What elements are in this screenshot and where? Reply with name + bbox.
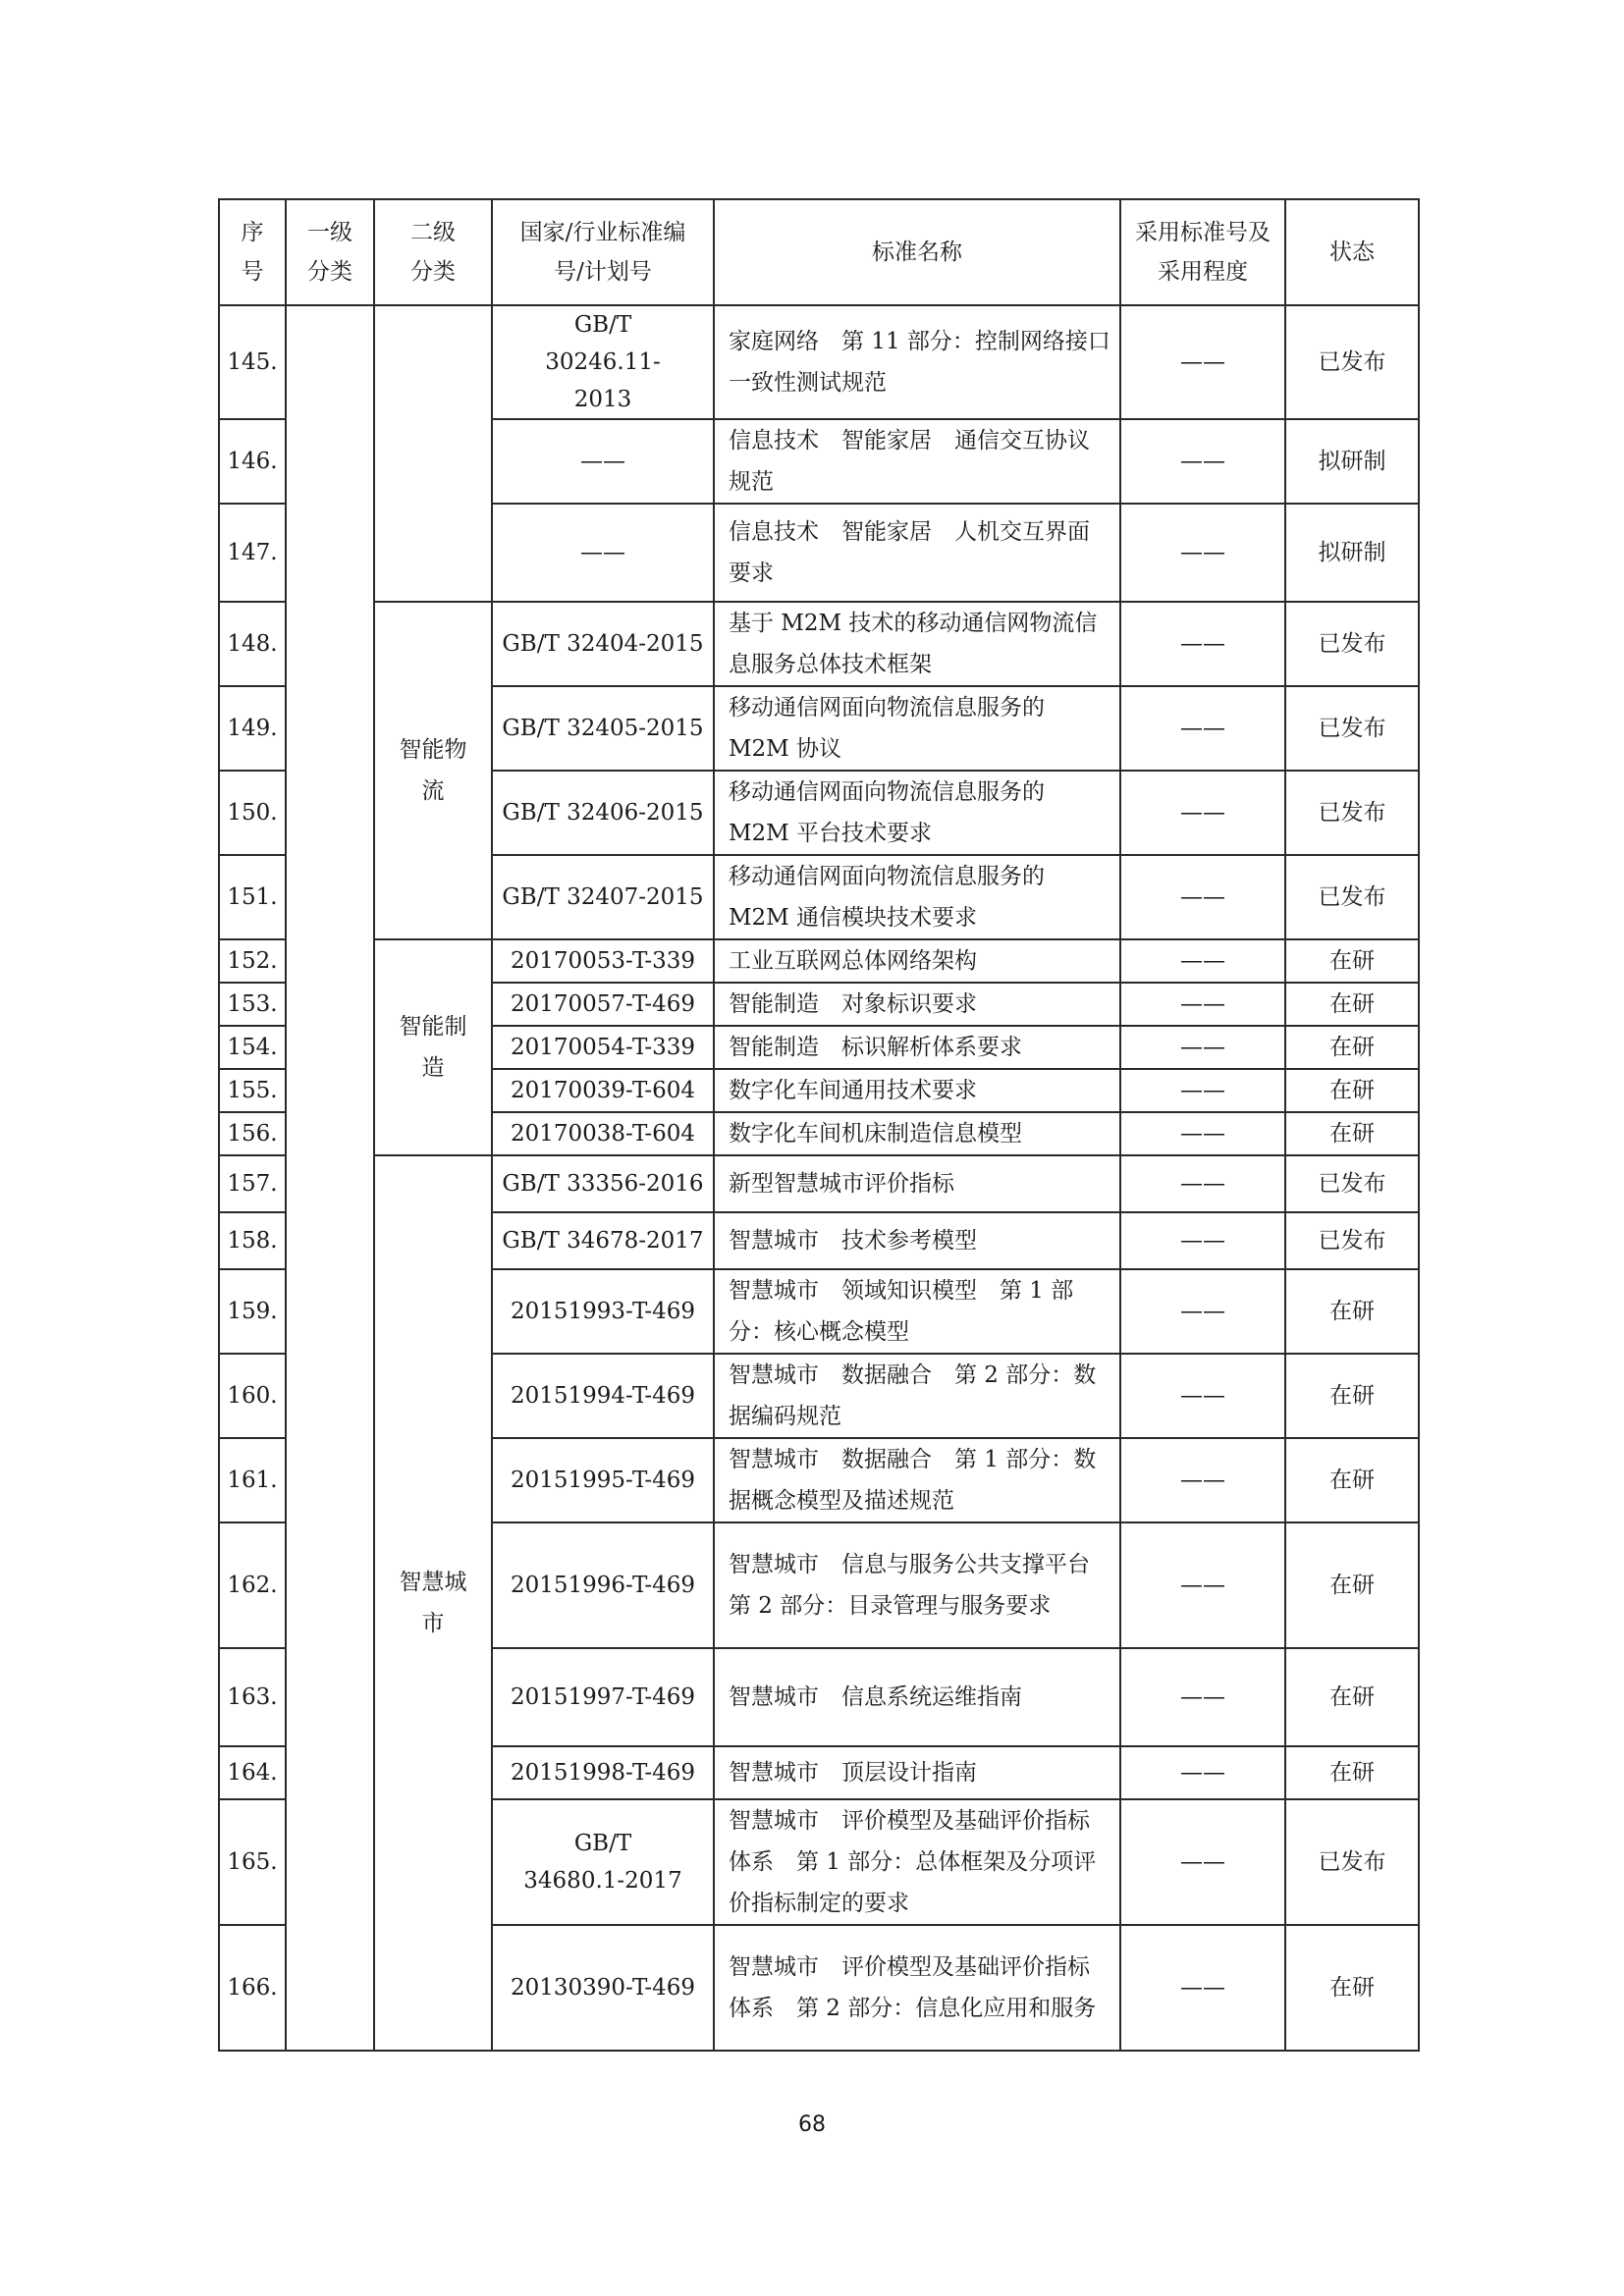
adopt-cell: —— [1120, 1438, 1285, 1522]
status-cell: 在研 [1285, 1925, 1419, 2051]
seq-cell: 162. [219, 1522, 286, 1648]
code-cell: GB/T 33356-2016 [492, 1155, 714, 1212]
adopt-cell: —— [1120, 771, 1285, 855]
status-cell: 在研 [1285, 1112, 1419, 1155]
status-cell: 在研 [1285, 1438, 1419, 1522]
code-cell: 20170057-T-469 [492, 983, 714, 1026]
seq-cell: 149. [219, 686, 286, 771]
seq-cell: 145. [219, 305, 286, 419]
status-cell: 已发布 [1285, 1155, 1419, 1212]
table-row [219, 1155, 1419, 1212]
adopt-cell: —— [1120, 1354, 1285, 1438]
adopt-cell: —— [1120, 1799, 1285, 1925]
status-cell: 在研 [1285, 1069, 1419, 1112]
table-row [219, 939, 1419, 983]
name-cell: 信息技术 智能家居 人机交互界面要求 [714, 504, 1120, 602]
seq-cell: 151. [219, 855, 286, 939]
page-number: 68 [798, 2112, 826, 2137]
code-cell: GB/T 30246.11-2013 [492, 305, 714, 419]
name-cell: 智慧城市 数据融合 第 2 部分：数据编码规范 [714, 1354, 1120, 1438]
name-cell: 移动通信网面向物流信息服务的 M2M 协议 [714, 686, 1120, 771]
code-cell: 20151997-T-469 [492, 1648, 714, 1746]
name-cell: 智能制造 标识解析体系要求 [714, 1026, 1120, 1069]
status-cell: 已发布 [1285, 602, 1419, 686]
status-cell: 在研 [1285, 1354, 1419, 1438]
header-adopt: 采用标准号及采用程度 [1120, 199, 1285, 305]
seq-cell: 159. [219, 1269, 286, 1354]
status-cell: 已发布 [1285, 305, 1419, 419]
adopt-cell: —— [1120, 1069, 1285, 1112]
code-cell: 20151993-T-469 [492, 1269, 714, 1354]
name-cell: 新型智慧城市评价指标 [714, 1155, 1120, 1212]
code-cell: 20151995-T-469 [492, 1438, 714, 1522]
seq-cell: 164. [219, 1746, 286, 1799]
seq-cell: 163. [219, 1648, 286, 1746]
name-cell: 数字化车间通用技术要求 [714, 1069, 1120, 1112]
level2-cell-manufacturing: 智能制造 [374, 939, 492, 1155]
adopt-cell: —— [1120, 939, 1285, 983]
adopt-cell: —— [1120, 686, 1285, 771]
status-cell: 拟研制 [1285, 504, 1419, 602]
adopt-cell: —— [1120, 1269, 1285, 1354]
name-cell: 智慧城市 信息与服务公共支撑平台 第 2 部分：目录管理与服务要求 [714, 1522, 1120, 1648]
header-level1: 一级分类 [286, 199, 374, 305]
name-cell: 智慧城市 评价模型及基础评价指标体系 第 1 部分：总体框架及分项评价指标制定的要求 [714, 1799, 1120, 1925]
code-cell: 20151994-T-469 [492, 1354, 714, 1438]
level2-cell-logistics: 智能物流 [374, 602, 492, 939]
adopt-cell: —— [1120, 1155, 1285, 1212]
seq-cell: 166. [219, 1925, 286, 2051]
code-cell: 20151996-T-469 [492, 1522, 714, 1648]
adopt-cell: —— [1120, 1026, 1285, 1069]
seq-cell: 161. [219, 1438, 286, 1522]
adopt-cell: —— [1120, 504, 1285, 602]
adopt-cell: —— [1120, 419, 1285, 504]
adopt-cell: —— [1120, 1212, 1285, 1269]
code-cell: GB/T 32406-2015 [492, 771, 714, 855]
adopt-cell: —— [1120, 1522, 1285, 1648]
adopt-cell: —— [1120, 1746, 1285, 1799]
status-cell: 在研 [1285, 1522, 1419, 1648]
header-seq: 序号 [219, 199, 286, 305]
seq-cell: 147. [219, 504, 286, 602]
code-cell: 20151998-T-469 [492, 1746, 714, 1799]
status-cell: 已发布 [1285, 1212, 1419, 1269]
name-cell: 智慧城市 评价模型及基础评价指标体系 第 2 部分：信息化应用和服务 [714, 1925, 1120, 2051]
adopt-cell: —— [1120, 1925, 1285, 2051]
adopt-cell: —— [1120, 1112, 1285, 1155]
name-cell: 信息技术 智能家居 通信交互协议规范 [714, 419, 1120, 504]
code-cell: GB/T 32404-2015 [492, 602, 714, 686]
status-cell: 已发布 [1285, 855, 1419, 939]
adopt-cell: —— [1120, 855, 1285, 939]
code-cell: 20130390-T-469 [492, 1925, 714, 2051]
seq-cell: 158. [219, 1212, 286, 1269]
status-cell: 在研 [1285, 1648, 1419, 1746]
seq-cell: 152. [219, 939, 286, 983]
name-cell: 家庭网络 第 11 部分：控制网络接口一致性测试规范 [714, 305, 1120, 419]
name-cell: 数字化车间机床制造信息模型 [714, 1112, 1120, 1155]
status-cell: 已发布 [1285, 686, 1419, 771]
status-cell: 已发布 [1285, 771, 1419, 855]
code-cell: 20170038-T-604 [492, 1112, 714, 1155]
seq-cell: 160. [219, 1354, 286, 1438]
code-cell: GB/T 32407-2015 [492, 855, 714, 939]
status-cell: 在研 [1285, 1269, 1419, 1354]
status-cell: 在研 [1285, 983, 1419, 1026]
status-cell: 已发布 [1285, 1799, 1419, 1925]
name-cell: 智能制造 对象标识要求 [714, 983, 1120, 1026]
code-cell: —— [492, 504, 714, 602]
status-cell: 在研 [1285, 939, 1419, 983]
seq-cell: 165. [219, 1799, 286, 1925]
header-status: 状态 [1285, 199, 1419, 305]
level2-cell-empty [374, 305, 492, 602]
adopt-cell: —— [1120, 602, 1285, 686]
code-cell: GB/T 34678-2017 [492, 1212, 714, 1269]
code-cell: 20170039-T-604 [492, 1069, 714, 1112]
seq-cell: 156. [219, 1112, 286, 1155]
adopt-cell: —— [1120, 305, 1285, 419]
name-cell: 移动通信网面向物流信息服务的 M2M 通信模块技术要求 [714, 855, 1120, 939]
header-level2: 二级分类 [374, 199, 492, 305]
adopt-cell: —— [1120, 1648, 1285, 1746]
code-cell: 20170054-T-339 [492, 1026, 714, 1069]
adopt-cell: —— [1120, 983, 1285, 1026]
status-cell: 拟研制 [1285, 419, 1419, 504]
code-cell: 20170053-T-339 [492, 939, 714, 983]
header-name: 标准名称 [714, 199, 1120, 305]
name-cell: 智慧城市 信息系统运维指南 [714, 1648, 1120, 1746]
table-row [219, 602, 1419, 686]
status-cell: 在研 [1285, 1026, 1419, 1069]
seq-cell: 153. [219, 983, 286, 1026]
header-code: 国家/行业标准编号/计划号 [492, 199, 714, 305]
header-row [219, 199, 1419, 305]
name-cell: 智慧城市 数据融合 第 1 部分：数据概念模型及描述规范 [714, 1438, 1120, 1522]
name-cell: 移动通信网面向物流信息服务的 M2M 平台技术要求 [714, 771, 1120, 855]
seq-cell: 155. [219, 1069, 286, 1112]
seq-cell: 148. [219, 602, 286, 686]
status-cell: 在研 [1285, 1746, 1419, 1799]
code-cell: GB/T 34680.1-2017 [492, 1799, 714, 1925]
seq-cell: 157. [219, 1155, 286, 1212]
name-cell: 工业互联网总体网络架构 [714, 939, 1120, 983]
level1-cell [286, 305, 374, 2051]
name-cell: 智慧城市 领域知识模型 第 1 部分：核心概念模型 [714, 1269, 1120, 1354]
level2-cell-city: 智慧城市 [374, 1155, 492, 2051]
seq-cell: 146. [219, 419, 286, 504]
name-cell: 基于 M2M 技术的移动通信网物流信息服务总体技术框架 [714, 602, 1120, 686]
code-cell: —— [492, 419, 714, 504]
seq-cell: 150. [219, 771, 286, 855]
code-cell: GB/T 32405-2015 [492, 686, 714, 771]
name-cell: 智慧城市 顶层设计指南 [714, 1746, 1120, 1799]
name-cell: 智慧城市 技术参考模型 [714, 1212, 1120, 1269]
seq-cell: 154. [219, 1026, 286, 1069]
table-row [219, 305, 1419, 419]
standards-table [218, 198, 1420, 2052]
